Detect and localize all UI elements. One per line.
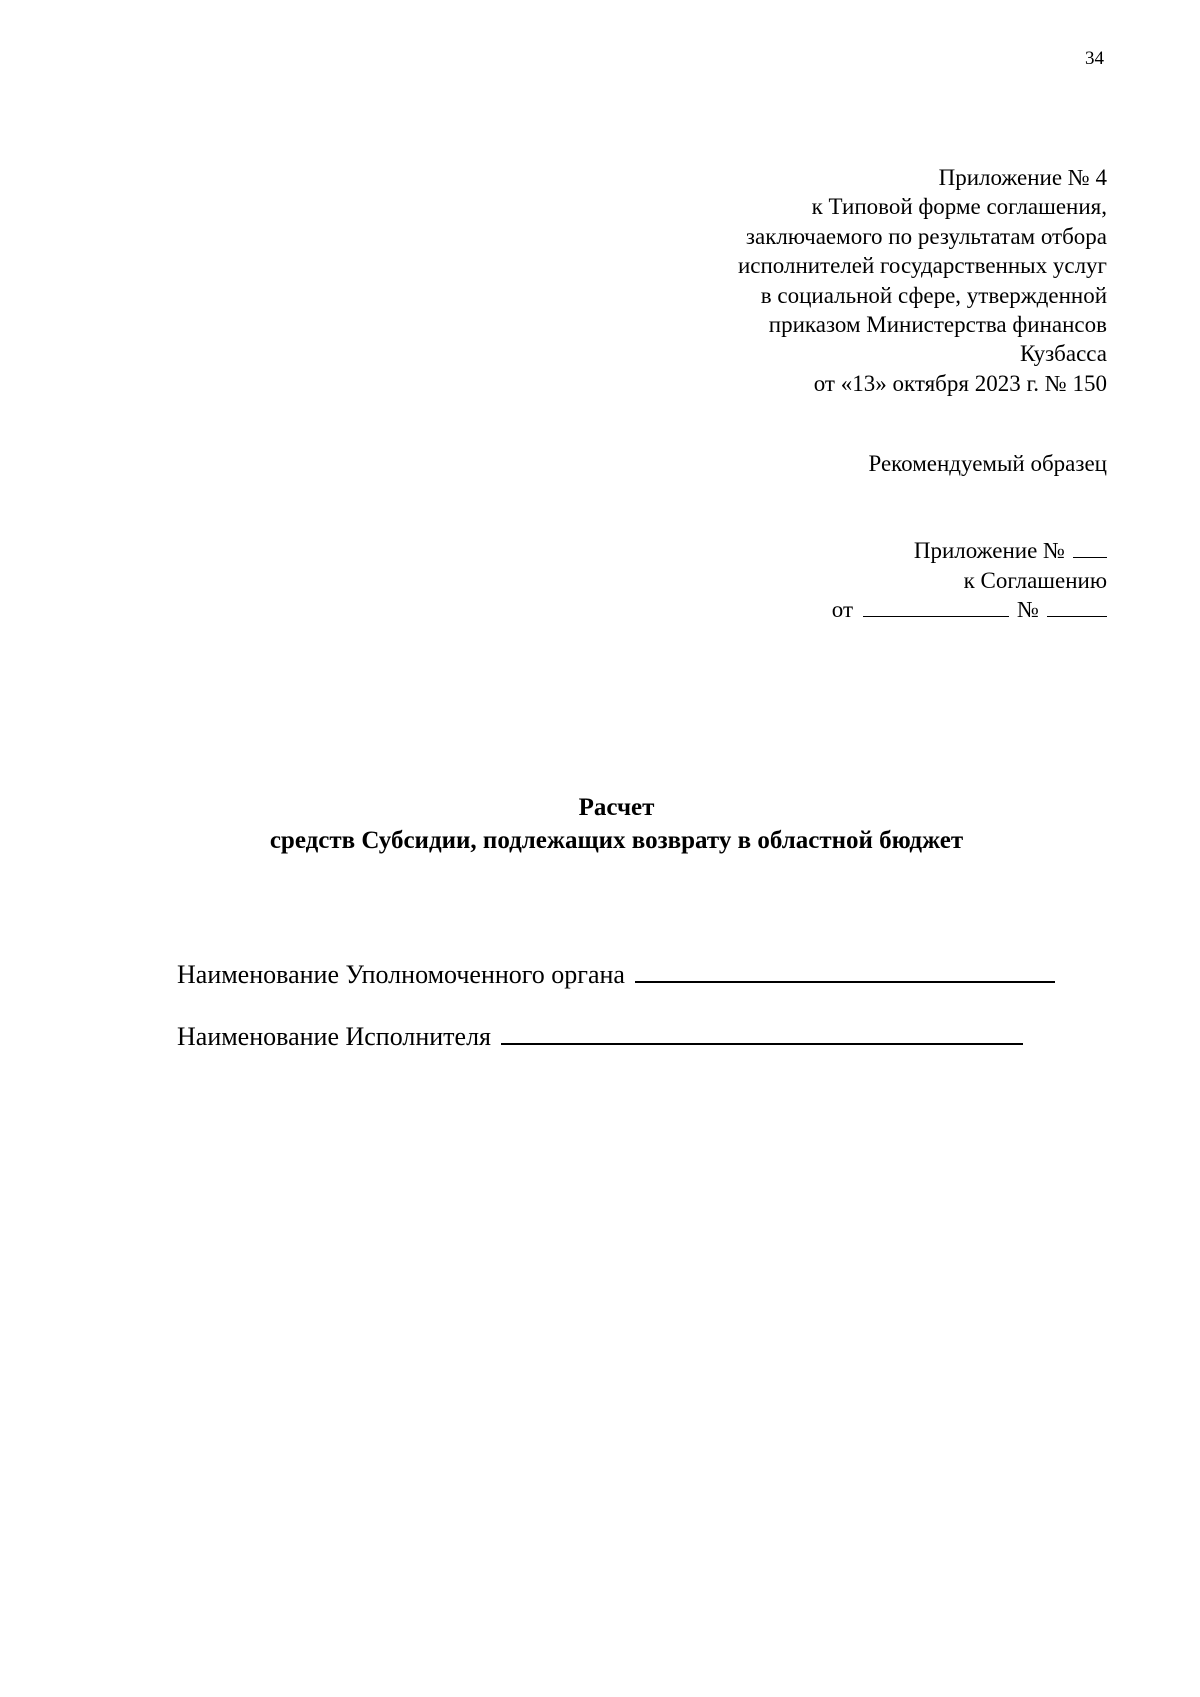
approval-line: Приложение № 4 xyxy=(938,165,1107,190)
recommended-sample-label: Рекомендуемый образец xyxy=(868,451,1107,476)
agreement-appendix-row xyxy=(832,536,1107,566)
approval-line: приказом Министерства финансов xyxy=(768,312,1107,338)
page-number: 34 xyxy=(1085,48,1104,69)
approval-line: исполнителей государственных услуг xyxy=(737,253,1107,279)
executor-field xyxy=(177,1019,1023,1053)
approval-header xyxy=(738,163,1107,398)
number-label: № xyxy=(1017,597,1039,622)
approval-line: к Типовой форме соглашения, xyxy=(811,194,1107,220)
title-line-1: Расчет xyxy=(578,794,655,821)
title-line-2: средств Субсидии, подлежащих возврату в областной бюджет xyxy=(269,827,964,854)
authorized-body-field xyxy=(177,957,1055,991)
approval-line: заключаемого по результатам отбора xyxy=(745,223,1107,249)
approval-line: Кузбасса xyxy=(1019,341,1107,367)
agreement-reference xyxy=(832,536,1107,625)
authorized-body-label: Наименование Уполномоченного органа xyxy=(177,960,625,989)
executor-blank[interactable] xyxy=(501,1019,1023,1045)
agreement-date-row xyxy=(832,595,1107,625)
agreement-title-row: к Соглашению xyxy=(963,567,1107,593)
agreement-number-blank[interactable] xyxy=(1047,596,1107,617)
approval-line: в социальной сфере, утвержденной xyxy=(760,282,1107,308)
appendix-label: Приложение № xyxy=(913,538,1065,563)
executor-label: Наименование Исполнителя xyxy=(177,1022,492,1051)
approval-line: от «13» октября 2023 г. № 150 xyxy=(813,370,1107,396)
from-label: от xyxy=(831,597,854,622)
authorized-body-blank[interactable] xyxy=(635,957,1055,983)
document-title xyxy=(0,791,1200,857)
agreement-date-blank[interactable] xyxy=(863,596,1009,617)
appendix-number-blank[interactable] xyxy=(1073,537,1107,558)
